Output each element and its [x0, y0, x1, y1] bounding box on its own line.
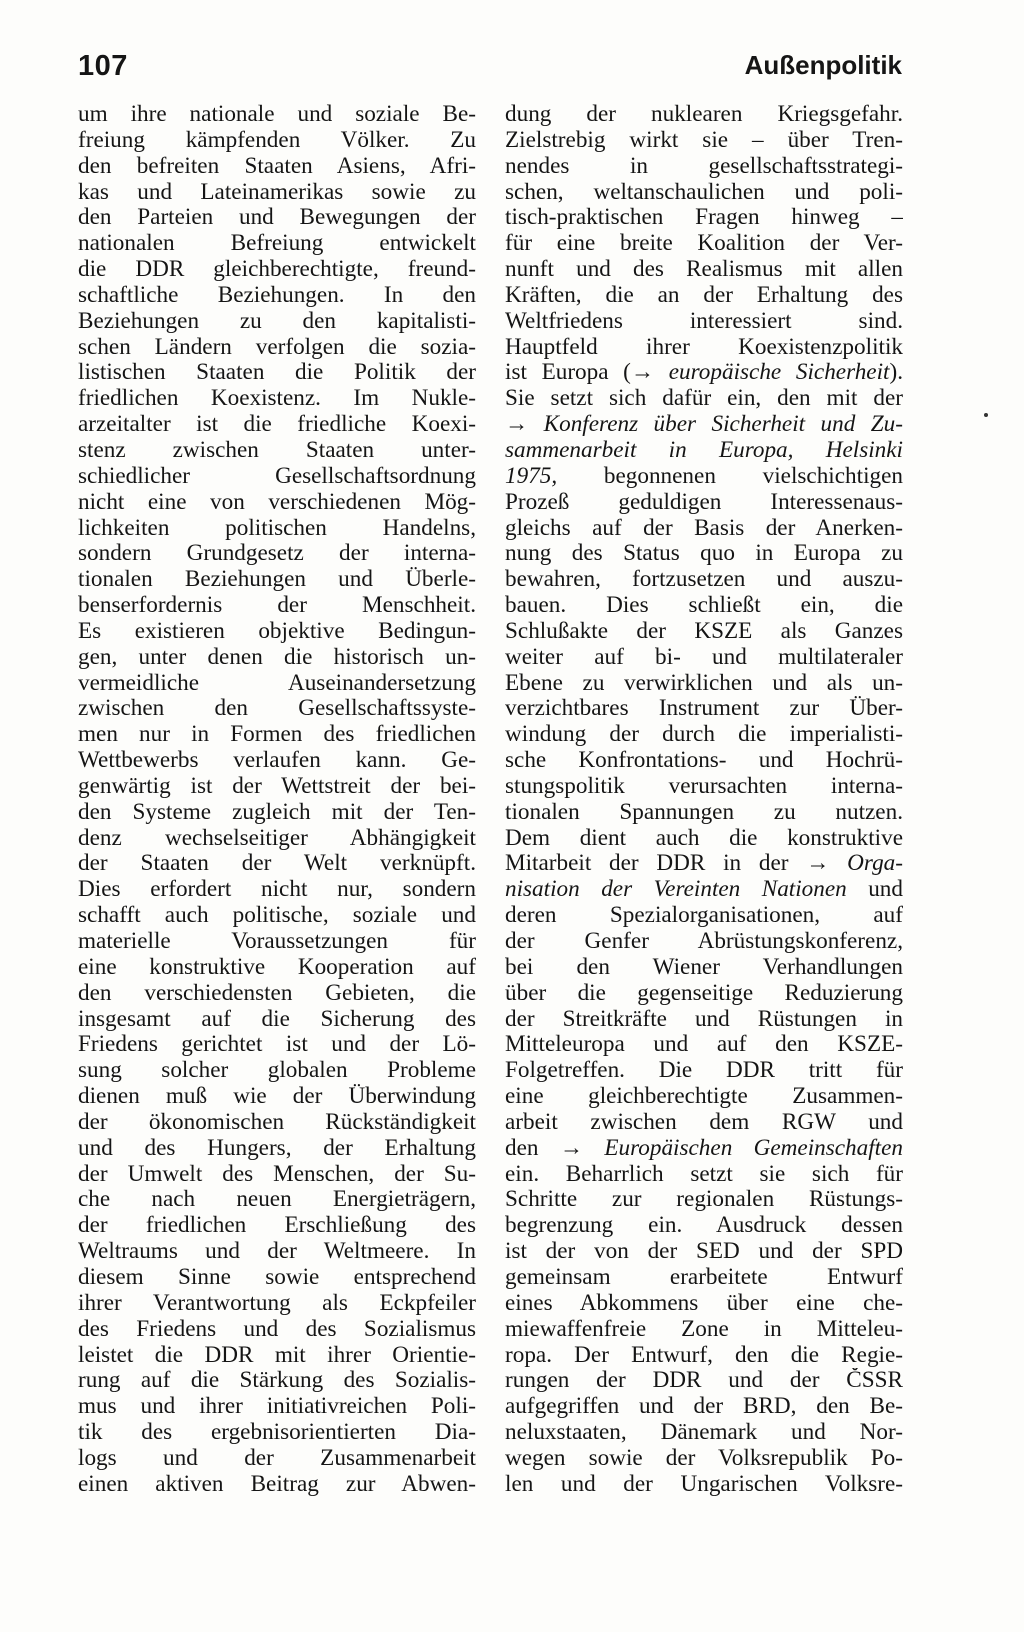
text-line	[78, 1291, 476, 1317]
text-line	[505, 1213, 903, 1239]
text-line	[505, 283, 903, 309]
text-line	[78, 541, 476, 567]
text-line	[78, 1162, 476, 1188]
text-line	[78, 257, 476, 283]
text-line	[505, 1058, 903, 1084]
text-line	[78, 1420, 476, 1446]
text-line	[78, 1317, 476, 1343]
text-line	[78, 438, 476, 464]
text-line	[505, 464, 903, 490]
text-line	[78, 1265, 476, 1291]
text-line	[78, 981, 476, 1007]
text-line	[78, 386, 476, 412]
body-text: nicht eine von verschiedenen Mög-	[78, 489, 476, 515]
text-line	[78, 1213, 476, 1239]
text-line	[78, 748, 476, 774]
text-line	[505, 1084, 903, 1110]
body-text: dienen muß wie der Überwindung	[78, 1084, 476, 1110]
running-head-title: Außenpolitik	[744, 50, 902, 80]
text-line	[78, 1187, 476, 1213]
body-text: sung solcher globalen Probleme	[78, 1058, 476, 1084]
body-text: sondern Grundgesetz der interna-	[78, 541, 476, 567]
body-text: ).	[889, 360, 903, 386]
text-line	[505, 877, 903, 903]
body-text: arbeit zwischen dem RGW und	[505, 1109, 903, 1135]
cross-reference-text: → Konferenz über Sicherheit und Zu-	[505, 412, 903, 438]
text-line	[505, 1265, 903, 1291]
body-text: lichkeiten politischen Handelns,	[78, 515, 476, 541]
body-text: Es existieren objektive Bedingun-	[78, 618, 476, 644]
body-text: Kräften, die an der Erhaltung des	[505, 282, 903, 308]
body-text: wegen sowie der Volksrepublik Po-	[505, 1445, 903, 1471]
text-line	[78, 619, 476, 645]
text-line	[78, 360, 476, 386]
body-text: bauen. Dies schließt ein, die	[505, 593, 903, 619]
body-text: rung auf die Stärkung des Sozialis-	[78, 1368, 476, 1394]
text-line	[505, 541, 903, 567]
text-line	[78, 1239, 476, 1265]
text-line	[78, 1058, 476, 1084]
body-text: Beziehungen zu den kapitalisti-	[78, 308, 476, 334]
body-text: Mitarbeit der DDR in der	[505, 851, 807, 877]
text-line	[505, 154, 903, 180]
body-text: diesem Sinne sowie entsprechend	[78, 1264, 476, 1290]
text-line	[78, 412, 476, 438]
body-text: begrenzung ein. Ausdruck dessen	[505, 1213, 903, 1239]
body-text: den	[505, 1135, 560, 1161]
body-text: Ebene zu verwirklichen und als un-	[505, 670, 903, 696]
body-text: Hauptfeld ihrer Koexistenzpolitik	[505, 334, 903, 360]
text-line	[505, 774, 903, 800]
body-text: materielle Voraussetzungen für	[78, 929, 476, 954]
text-line	[505, 1032, 903, 1058]
body-text: ein. Beharrlich setzt sie sich für	[505, 1161, 903, 1187]
text-line	[78, 851, 476, 877]
body-text: den verschiedensten Gebieten, die	[78, 980, 476, 1006]
cross-reference-text: nisation der Vereinten Nationen	[505, 877, 847, 903]
text-line	[505, 800, 903, 826]
text-line	[505, 1368, 903, 1394]
body-text: eine gleichberechtigte Zusammen-	[505, 1084, 903, 1110]
body-text: Dies erfordert nicht nur, sondern	[78, 877, 476, 903]
text-line	[78, 774, 476, 800]
right-text-column	[505, 102, 903, 1498]
text-line	[78, 593, 476, 619]
text-line	[505, 205, 903, 231]
text-line	[505, 1239, 903, 1265]
text-line	[505, 1007, 903, 1033]
cross-reference-text: → Europäischen Gemeinschaften	[559, 1135, 903, 1161]
text-line	[505, 645, 903, 671]
body-text: über die gegenseitige Reduzierung	[505, 980, 903, 1006]
body-text: einen aktiven Beitrag zur Abwen-	[78, 1471, 476, 1497]
body-text: benserfordernis der Menschheit.	[78, 593, 476, 619]
text-line	[505, 696, 903, 722]
text-line	[505, 231, 903, 257]
text-line	[505, 619, 903, 645]
text-line	[78, 826, 476, 852]
body-text: neluxstaaten, Dänemark und Nor-	[505, 1420, 903, 1446]
body-text: tisch-praktischen Fragen hinweg –	[505, 205, 903, 231]
text-line	[78, 490, 476, 516]
body-text: um ihre nationale und soziale Be-	[78, 102, 476, 127]
text-line	[505, 490, 903, 516]
body-text: nunft und des Realismus mit allen	[505, 257, 903, 283]
text-line	[505, 335, 903, 361]
body-text: dung der nuklearen Kriegsgefahr.	[505, 102, 903, 127]
body-text: Prozeß geduldigen Interessenaus-	[505, 489, 903, 515]
body-text: che nach neuen Energieträgern,	[78, 1187, 476, 1213]
body-text: aufgegriffen und der BRD, den Be-	[505, 1394, 903, 1420]
text-line	[505, 516, 903, 542]
text-line	[505, 593, 903, 619]
cross-reference-text: 1975,	[505, 463, 558, 489]
text-line	[78, 1032, 476, 1058]
text-line	[78, 154, 476, 180]
body-text: men nur in Formen des friedlichen	[78, 722, 476, 748]
margin-speck	[984, 413, 988, 417]
text-line	[78, 1472, 476, 1498]
text-line	[505, 826, 903, 852]
body-text: listischen Staaten die Politik der	[78, 360, 476, 386]
text-line	[78, 671, 476, 697]
text-line	[505, 1136, 903, 1162]
text-line	[505, 981, 903, 1007]
body-text: Wettbewerbs verlaufen kann. Ge-	[78, 748, 476, 774]
body-text: Schlußakte der KSZE als Ganzes	[505, 618, 903, 644]
text-line	[78, 645, 476, 671]
text-line	[505, 851, 903, 877]
body-text: Dem dient auch die konstruktive	[505, 825, 903, 851]
text-line	[505, 180, 903, 206]
text-line	[505, 1472, 903, 1498]
body-text: friedlichen Koexistenz. Im Nukle-	[78, 386, 476, 412]
body-text: Friedens gerichtet ist und der Lö-	[78, 1032, 476, 1058]
text-line	[78, 696, 476, 722]
body-text: sche Konfrontations- und Hochrü-	[505, 748, 903, 774]
text-line	[505, 360, 903, 386]
body-text: weiter auf bi- und multilateraler	[505, 644, 903, 670]
body-text: freiung kämpfenden Völker. Zu	[78, 127, 476, 153]
text-line	[505, 1110, 903, 1136]
text-line	[78, 877, 476, 903]
text-line	[78, 1394, 476, 1420]
body-text: der Staaten der Welt verknüpft.	[78, 851, 476, 877]
body-text: Zielstrebig wirkt sie – über Tren-	[505, 127, 903, 153]
body-text: ropa. Der Entwurf, den die Regie-	[505, 1342, 903, 1368]
text-line	[78, 1136, 476, 1162]
body-text: gleichs auf der Basis der Anerken-	[505, 515, 903, 541]
body-text: logs und der Zusammenarbeit	[78, 1445, 476, 1471]
body-text: den Systeme zugleich mit der Ten-	[78, 799, 476, 825]
body-text: stungspolitik verursachten interna-	[505, 773, 903, 799]
body-text: für eine breite Koalition der Ver-	[505, 231, 903, 257]
body-text: und des Hungers, der Erhaltung	[78, 1135, 476, 1161]
text-line	[505, 955, 903, 981]
body-text: schafft auch politische, soziale und	[78, 903, 476, 929]
body-text: der Genfer Abrüstungskonferenz,	[505, 929, 903, 954]
text-line	[78, 516, 476, 542]
text-line	[505, 929, 903, 955]
text-line	[505, 102, 903, 128]
text-line	[505, 1187, 903, 1213]
text-line	[505, 1343, 903, 1369]
body-text: begonnenen vielschichtigen	[557, 463, 903, 489]
body-text: ihrer Verantwortung als Eckpfeiler	[78, 1290, 476, 1316]
body-text: ist Europa (	[505, 360, 631, 386]
body-text: deren Spezialorganisationen, auf	[505, 903, 903, 929]
text-line	[78, 102, 476, 128]
text-line	[505, 567, 903, 593]
page-number: 107	[78, 50, 128, 82]
body-text: windung der durch die imperialisti-	[505, 722, 903, 748]
body-text: leistet die DDR mit ihrer Orientie-	[78, 1342, 476, 1368]
body-text: nendes in gesellschaftsstrategi-	[505, 153, 903, 179]
body-text: schen, weltanschaulichen und poli-	[505, 179, 903, 205]
text-line	[505, 1291, 903, 1317]
body-text: der Streitkräfte und Rüstungen in	[505, 1006, 903, 1032]
cross-reference-text: → Orga-	[806, 851, 903, 877]
text-line	[505, 309, 903, 335]
text-line	[505, 748, 903, 774]
body-text: miewaffenfreie Zone in Mitteleu-	[505, 1316, 903, 1342]
text-line	[78, 335, 476, 361]
body-text: Weltfriedens interessiert sind.	[505, 308, 903, 334]
body-text: gen, unter denen die historisch un-	[78, 644, 476, 670]
body-text: Schritte zur regionalen Rüstungs-	[505, 1187, 903, 1213]
body-text: Folgetreffen. Die DDR tritt für	[505, 1058, 903, 1084]
text-line	[505, 1420, 903, 1446]
text-line	[505, 412, 903, 438]
text-line	[505, 1162, 903, 1188]
body-text: den Parteien und Bewegungen der	[78, 205, 476, 231]
body-text: len und der Ungarischen Volksre-	[505, 1471, 903, 1497]
body-text: gemeinsam erarbeitete Entwurf	[505, 1264, 903, 1290]
text-line	[78, 128, 476, 154]
text-line	[78, 955, 476, 981]
body-text: bei den Wiener Verhandlungen	[505, 954, 903, 980]
text-line	[78, 205, 476, 231]
body-text: denz wechselseitiger Abhängigkeit	[78, 825, 476, 851]
text-line	[505, 128, 903, 154]
text-line	[78, 800, 476, 826]
text-line	[78, 1110, 476, 1136]
text-line	[78, 180, 476, 206]
text-line	[505, 438, 903, 464]
text-line	[78, 903, 476, 929]
body-text: schaftliche Beziehungen. In den	[78, 282, 476, 308]
body-text: des Friedens und des Sozialismus	[78, 1316, 476, 1342]
body-text: bewahren, fortzusetzen und auszu-	[505, 567, 903, 593]
text-line	[505, 1317, 903, 1343]
text-line	[78, 929, 476, 955]
body-text: stenz zwischen Staaten unter-	[78, 437, 476, 463]
body-text: schiedlicher Gesellschaftsordnung	[78, 463, 476, 489]
text-line	[78, 1368, 476, 1394]
body-text: den befreiten Staaten Asiens, Afri-	[78, 153, 476, 179]
text-line	[78, 464, 476, 490]
text-line	[78, 567, 476, 593]
text-line	[78, 283, 476, 309]
text-line	[78, 1343, 476, 1369]
body-text: Sie setzt sich dafür ein, den mit der	[505, 386, 903, 412]
text-line	[78, 1446, 476, 1472]
body-text: schen Ländern verfolgen die sozia-	[78, 334, 476, 360]
body-text: der friedlichen Erschließung des	[78, 1213, 476, 1239]
body-text: mus und ihrer initiativreichen Poli-	[78, 1394, 476, 1420]
body-text: der Umwelt des Menschen, der Su-	[78, 1161, 476, 1187]
body-text: der ökonomischen Rückständigkeit	[78, 1109, 476, 1135]
body-text: insgesamt auf die Sicherung des	[78, 1006, 476, 1032]
text-line	[505, 722, 903, 748]
body-text: nung des Status quo in Europa zu	[505, 541, 903, 567]
body-text: ist der von der SED und der SPD	[505, 1239, 903, 1265]
text-line	[78, 1084, 476, 1110]
body-text: genwärtig ist der Wettstreit der bei-	[78, 773, 476, 799]
body-text: und	[846, 877, 903, 903]
body-text: tik des ergebnisorientierten Dia-	[78, 1420, 476, 1446]
text-line	[78, 309, 476, 335]
body-text: verzichtbares Instrument zur Über-	[505, 696, 903, 722]
body-text: kas und Lateinamerikas sowie zu	[78, 179, 476, 205]
body-text: Weltraums und der Weltmeere. In	[78, 1239, 476, 1265]
body-text: nationalen Befreiung entwickelt	[78, 231, 476, 257]
text-line	[505, 1446, 903, 1472]
body-text: zwischen den Gesellschaftssyste-	[78, 696, 476, 722]
body-text: arzeitalter ist die friedliche Koexi-	[78, 412, 476, 438]
body-text: tionalen Spannungen zu nutzen.	[505, 799, 903, 825]
body-text: eines Abkommens über eine che-	[505, 1290, 903, 1316]
text-line	[78, 231, 476, 257]
cross-reference-text: → europäische Sicherheit	[630, 360, 890, 386]
body-text: vermeidliche Auseinandersetzung	[78, 670, 476, 696]
body-text: rungen der DDR und der ČSSR	[505, 1368, 903, 1394]
body-text: die DDR gleichberechtigte, freund-	[78, 257, 476, 283]
body-text: tionalen Beziehungen und Überle-	[78, 567, 476, 593]
cross-reference-text: sammenarbeit in Europa, Helsinki	[505, 437, 903, 463]
body-text: Mitteleuropa und auf den KSZE-	[505, 1032, 903, 1058]
body-text: eine konstruktive Kooperation auf	[78, 954, 476, 980]
left-text-column	[78, 102, 476, 1498]
text-line	[78, 722, 476, 748]
text-line	[78, 1007, 476, 1033]
text-line	[505, 1394, 903, 1420]
text-line	[505, 257, 903, 283]
text-line	[505, 671, 903, 697]
text-line	[505, 903, 903, 929]
text-line	[505, 386, 903, 412]
